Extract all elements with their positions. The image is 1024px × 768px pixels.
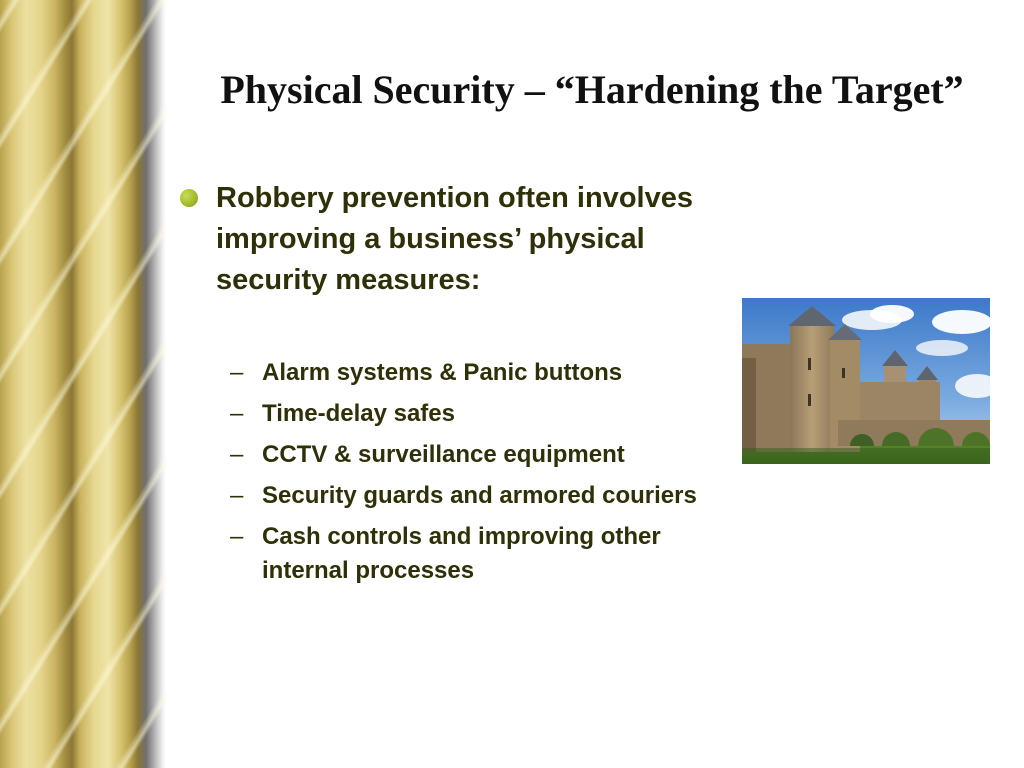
- dash-marker: –: [230, 482, 244, 509]
- castle-photo: [742, 298, 990, 464]
- bullet-dot-icon: [180, 189, 198, 207]
- dash-marker: –: [230, 441, 244, 468]
- gold-decorative-column: [0, 0, 166, 768]
- dash-marker: –: [230, 523, 244, 550]
- list-item: [230, 397, 750, 431]
- list-item: [230, 479, 750, 513]
- sub-item-text: CCTV & surveillance equipment: [262, 441, 625, 468]
- dash-marker: –: [230, 359, 244, 386]
- sub-item-text: Cash controls and improving other internal processes: [262, 523, 661, 584]
- sub-bullet-list: [230, 356, 750, 595]
- slide-title: Physical Security – “Hardening the Target”: [220, 67, 964, 112]
- list-item: [230, 520, 750, 588]
- list-item: [230, 438, 750, 472]
- castle-icon: [742, 298, 990, 464]
- sub-item-text: Alarm systems & Panic buttons: [262, 359, 623, 386]
- main-bullet: [180, 178, 720, 301]
- list-item: [230, 356, 750, 390]
- sub-item-text: Time-delay safes: [262, 400, 455, 427]
- sub-item-text: Security guards and armored couriers: [262, 482, 697, 509]
- main-bullet-text: Robbery prevention often involves improving a business’ physical security measures:: [216, 182, 693, 296]
- dash-marker: –: [230, 400, 244, 427]
